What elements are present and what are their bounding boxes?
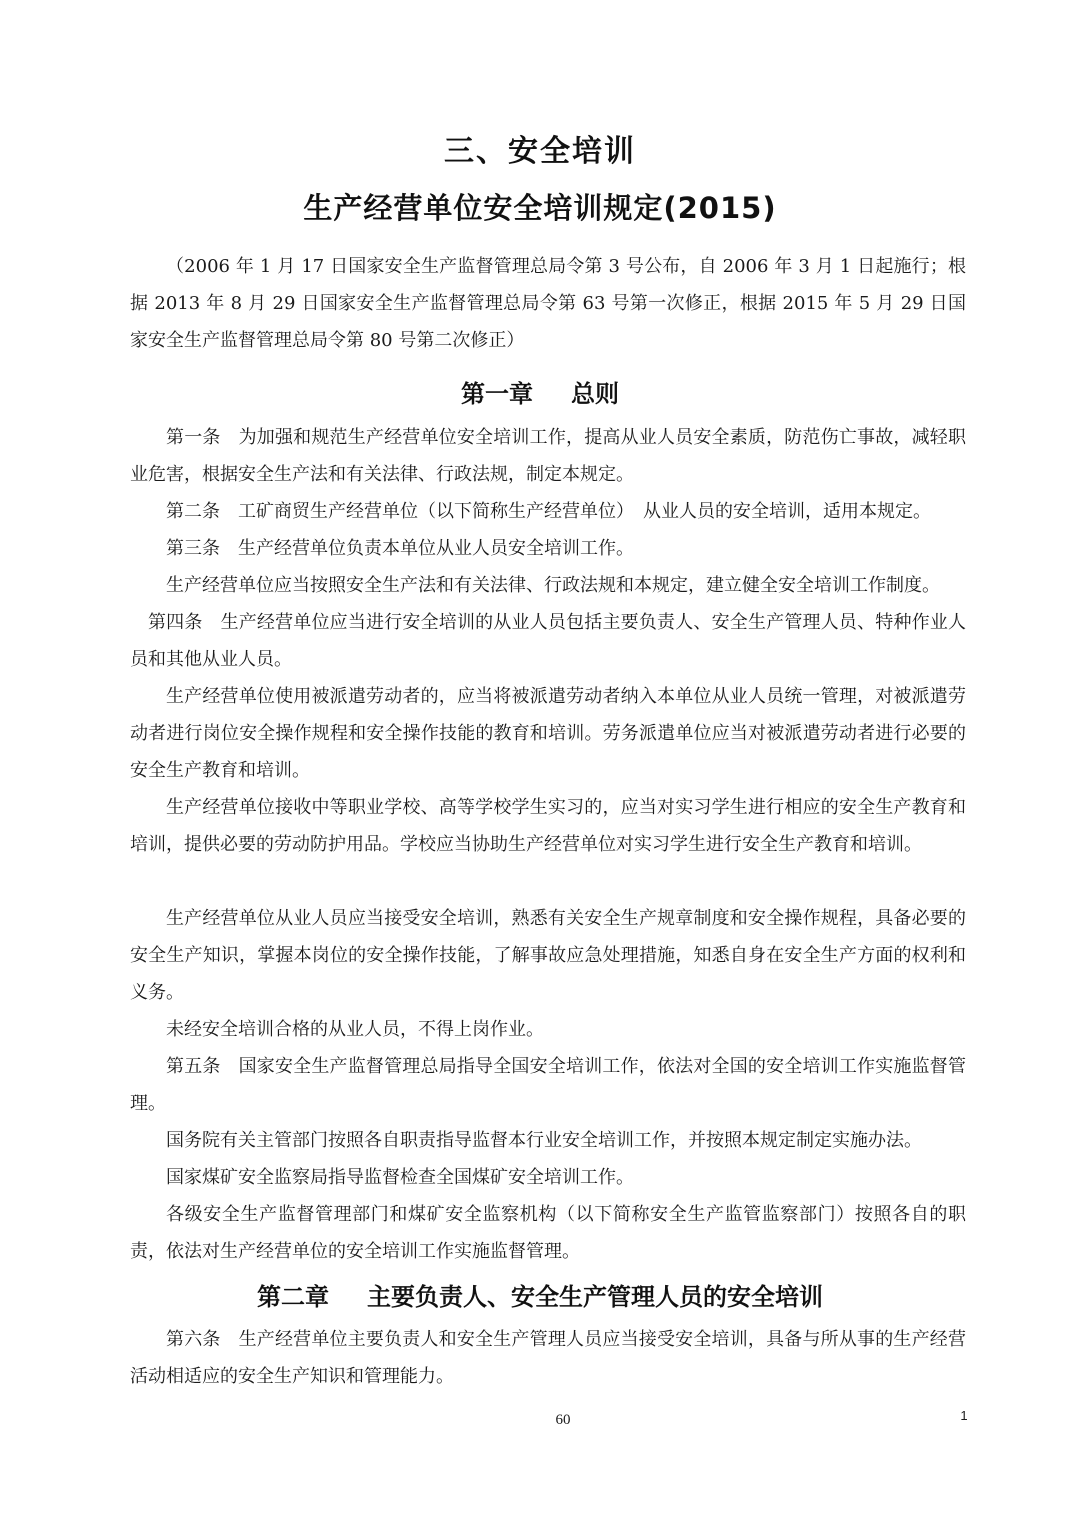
article-text: 生产经营单位负责本单位从业人员安全培训工作。 (238, 538, 634, 559)
sheet-number: 1 (960, 1408, 968, 1423)
article-text: 生产经营单位应当进行安全培训的从业人员包括主要负责人、安全生产管理人员、特种作业人员和其他从业人员。 (130, 612, 966, 670)
paragraph: 生产经营单位使用被派遣劳动者的，应当将被派遣劳动者纳入本单位从业人员统一管理，对被派遣劳动者进行岗位安全操作规程和安全操作技能的教育和培训。劳务派遣单位应当对被派遣劳动者进行必要的安全生产教育和培训。 (130, 686, 966, 781)
source-note: （2006 年 1 月 17 日国家安全生产监督管理总局令第 3 号公布，自 2006 年 3 月 1 日起施行；根据 2013 年 8 月 29 日国家安全生产监督管理总局令第 63 号第一次修正，根据 2015 年 5 月 29 日国家安全生产监督管理总局令第 80 号第二次修正） (130, 256, 966, 351)
chapter-2-heading (0, 1277, 1080, 1312)
article-4 (130, 604, 966, 678)
paragraph: 生产经营单位从业人员应当接受安全培训，熟悉有关安全生产规章制度和安全操作规程，具备必要的安全生产知识，掌握本岗位的安全操作技能，了解事故应急处理措施，知悉自身在安全生产方面的权利和义务。 (130, 908, 966, 1003)
chapter-1-name: 总则 (571, 380, 619, 408)
paragraph: 生产经营单位接收中等职业学校、高等学校学生实习的，应当对实习学生进行相应的安全生产教育和培训，提供必要的劳动防护用品。学校应当协助生产经营单位对实习学生进行安全生产教育和培训。 (130, 797, 966, 855)
article-number: 第三条 (166, 538, 220, 559)
paragraph: 国务院有关主管部门按照各自职责指导监督本行业安全培训工作，并按照本规定制定实施办法。 (166, 1130, 922, 1151)
paragraph: 国家煤矿安全监察局指导监督检查全国煤矿安全培训工作。 (166, 1167, 634, 1188)
article-number: 第五条 (166, 1056, 221, 1077)
article-number: 第一条 (166, 427, 221, 448)
chapter-2-name: 主要负责人、安全生产管理人员的安全培训 (367, 1283, 823, 1311)
article-1 (130, 419, 966, 493)
section-title: 三、安全培训 (444, 134, 636, 169)
page-number: 60 (555, 1412, 571, 1428)
article-text: 工矿商贸生产经营单位（以下简称生产经营单位） 从业人员的安全培训，适用本规定。 (238, 501, 931, 522)
article-3 (130, 530, 966, 567)
chapter-1-heading (0, 374, 1080, 409)
article-5 (130, 1048, 966, 1122)
article-text: 为加强和规范生产经营单位安全培训工作，提高从业人员安全素质，防范伤亡事故，减轻职业危害，根据安全生产法和有关法律、行政法规，制定本规定。 (130, 427, 967, 485)
document-title: 生产经营单位安全培训规定(2015) (303, 191, 777, 225)
chapter-1-number: 第一章 (461, 380, 533, 408)
paragraph: 生产经营单位应当按照安全生产法和有关法律、行政法规和本规定，建立健全安全培训工作制度。 (166, 575, 940, 596)
article-text: 国家安全生产监督管理总局指导全国安全培训工作，依法对全国的安全培训工作实施监督管理。 (130, 1056, 967, 1114)
article-2 (130, 493, 966, 530)
paragraph: 各级安全生产监督管理部门和煤矿安全监察机构（以下简称安全生产监管监察部门）按照各自的职责，依法对生产经营单位的安全培训工作实施监督管理。 (130, 1204, 966, 1262)
article-6 (130, 1321, 966, 1395)
article-number: 第六条 (166, 1329, 221, 1350)
article-number: 第四条 (148, 612, 203, 633)
paragraph: 未经安全培训合格的从业人员，不得上岗作业。 (166, 1019, 544, 1040)
article-text: 生产经营单位主要负责人和安全生产管理人员应当接受安全培训，具备与所从事的生产经营活动相适应的安全生产知识和管理能力。 (130, 1329, 967, 1387)
article-number: 第二条 (166, 501, 220, 522)
chapter-2-number: 第二章 (257, 1283, 329, 1311)
